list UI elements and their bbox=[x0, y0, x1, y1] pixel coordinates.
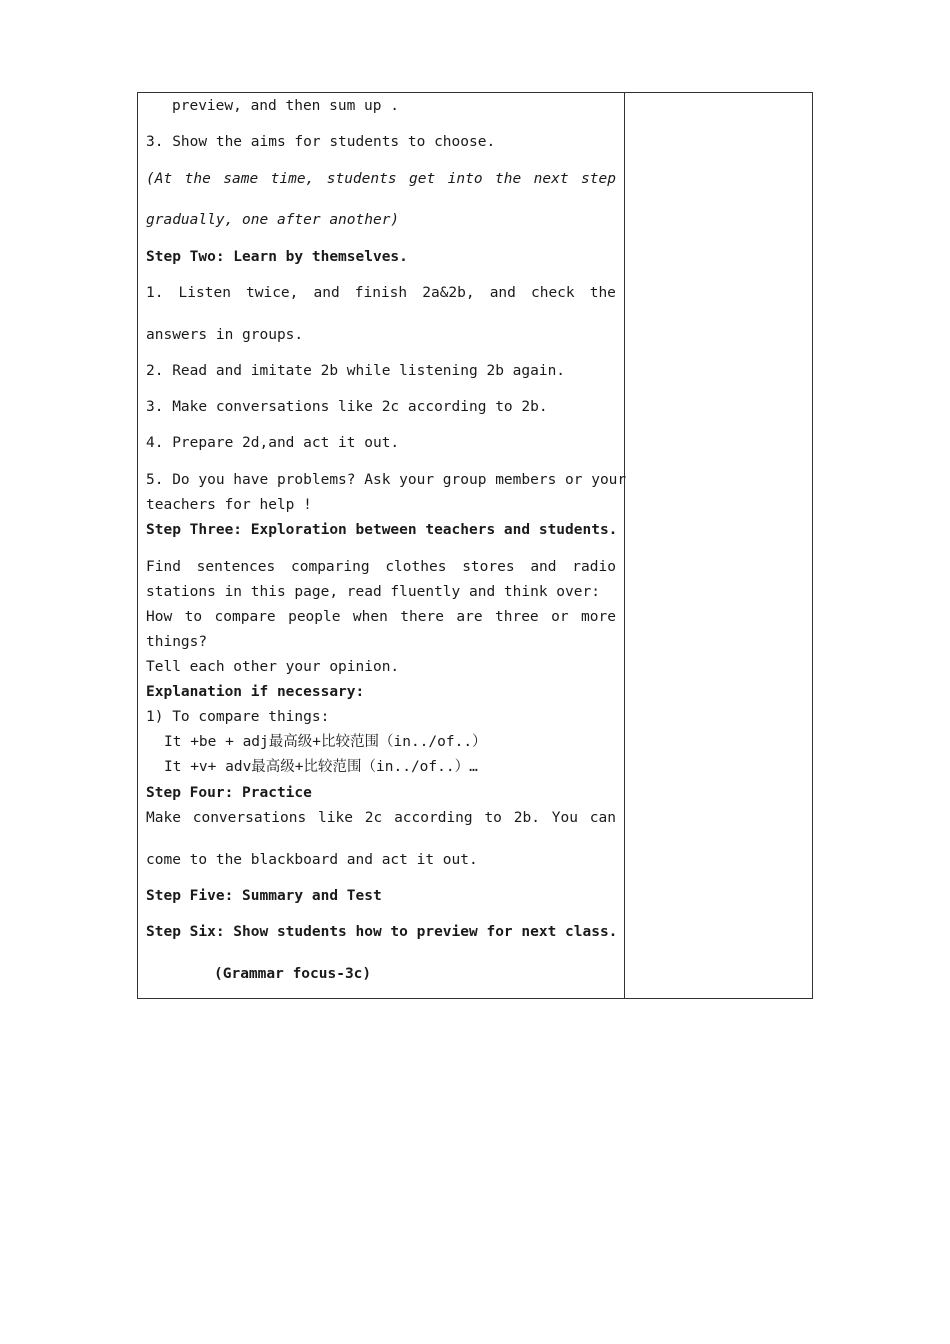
word: the bbox=[184, 171, 211, 187]
word: compare bbox=[214, 609, 276, 625]
word: and bbox=[489, 285, 516, 301]
explanation-item-1: 1) To compare things: bbox=[146, 709, 330, 725]
word: You bbox=[551, 810, 578, 826]
word: the bbox=[495, 171, 522, 187]
word: and bbox=[313, 285, 340, 301]
word: 2a&2b, bbox=[422, 285, 475, 301]
word: into bbox=[447, 171, 483, 187]
word: time, bbox=[270, 171, 315, 187]
step-four-line-1 bbox=[146, 809, 616, 827]
word: or bbox=[551, 609, 569, 625]
step-two-item-2: 2. Read and imitate 2b while listening 2b again. bbox=[146, 363, 566, 379]
word: (At bbox=[146, 171, 173, 187]
word: three bbox=[495, 609, 539, 625]
step-four-heading: Step Four: Practice bbox=[146, 785, 312, 801]
step-four-line-2: come to the blackboard and act it out. bbox=[146, 852, 478, 868]
word: 2b. bbox=[513, 810, 540, 826]
word: there bbox=[400, 609, 444, 625]
step-two-item-4: 4. Prepare 2d,and act it out. bbox=[146, 435, 400, 451]
step-six-heading: Step Six: Show students how to preview for next class. bbox=[146, 924, 618, 940]
step-two-heading: Step Two: Learn by themselves. bbox=[146, 249, 408, 265]
formula-superlative-adv: It +v+ adv最高级+比较范围（in../of..）… bbox=[164, 759, 478, 775]
word: 1. bbox=[146, 285, 164, 301]
word: step bbox=[581, 171, 616, 187]
word: clothes bbox=[385, 559, 447, 575]
step-two-item-1-line-2: answers in groups. bbox=[146, 327, 304, 343]
step-two-item-5-line-2: teachers for help ! bbox=[146, 497, 312, 513]
word: and bbox=[530, 559, 557, 575]
step-three-line-4: things? bbox=[146, 634, 208, 650]
procedure-cell bbox=[138, 93, 625, 998]
word: How bbox=[146, 609, 173, 625]
word: next bbox=[533, 171, 569, 187]
lesson-plan-table bbox=[137, 92, 813, 999]
step-five-heading: Step Five: Summary and Test bbox=[146, 888, 382, 904]
word: stores bbox=[462, 559, 515, 575]
word: to bbox=[184, 609, 203, 625]
word: to bbox=[484, 810, 502, 826]
word: Listen bbox=[178, 285, 231, 301]
aims-line: 3. Show the aims for students to choose. bbox=[146, 134, 496, 150]
explanation-heading: Explanation if necessary: bbox=[146, 684, 365, 700]
formula-superlative-adj: It +be + adj最高级+比较范围（in../of..） bbox=[164, 734, 487, 750]
word: radio bbox=[572, 559, 616, 575]
word: comparing bbox=[291, 559, 370, 575]
word: Make bbox=[146, 810, 181, 826]
word: according bbox=[394, 810, 473, 826]
word: get bbox=[409, 171, 436, 187]
step-three-line-1 bbox=[146, 558, 616, 576]
word: when bbox=[352, 609, 388, 625]
note-line-1 bbox=[146, 170, 616, 188]
word: sentences bbox=[196, 559, 276, 575]
word: can bbox=[589, 810, 616, 826]
word: more bbox=[581, 609, 616, 625]
step-three-line-2: stations in this page, read fluently and think over: bbox=[146, 584, 600, 600]
word: 2c bbox=[364, 810, 383, 826]
step-two-item-1-line-1 bbox=[146, 284, 616, 302]
word: are bbox=[456, 609, 483, 625]
word: twice, bbox=[246, 285, 299, 301]
step-two-item-3: 3. Make conversations like 2c according to 2b. bbox=[146, 399, 548, 415]
step-two-item-5-line-1: 5. Do you have problems? Ask your group members or your bbox=[146, 472, 627, 488]
word: conversations bbox=[192, 810, 307, 826]
word: like bbox=[318, 810, 353, 826]
word: Find bbox=[146, 559, 181, 575]
word: check bbox=[530, 285, 575, 301]
word: finish bbox=[354, 285, 408, 301]
word: the bbox=[589, 285, 616, 301]
word: people bbox=[288, 609, 341, 625]
notes-cell bbox=[625, 93, 812, 998]
word: students bbox=[326, 171, 397, 187]
step-three-line-3 bbox=[146, 608, 616, 626]
step-three-heading: Step Three: Exploration between teachers and students. bbox=[146, 522, 618, 538]
word: same bbox=[223, 171, 259, 187]
preview-line: preview, and then sum up . bbox=[172, 98, 399, 114]
step-three-line-5: Tell each other your opinion. bbox=[146, 659, 400, 675]
note-line-2: gradually, one after another) bbox=[146, 212, 400, 228]
step-six-subtitle: (Grammar focus-3c) bbox=[214, 966, 372, 982]
